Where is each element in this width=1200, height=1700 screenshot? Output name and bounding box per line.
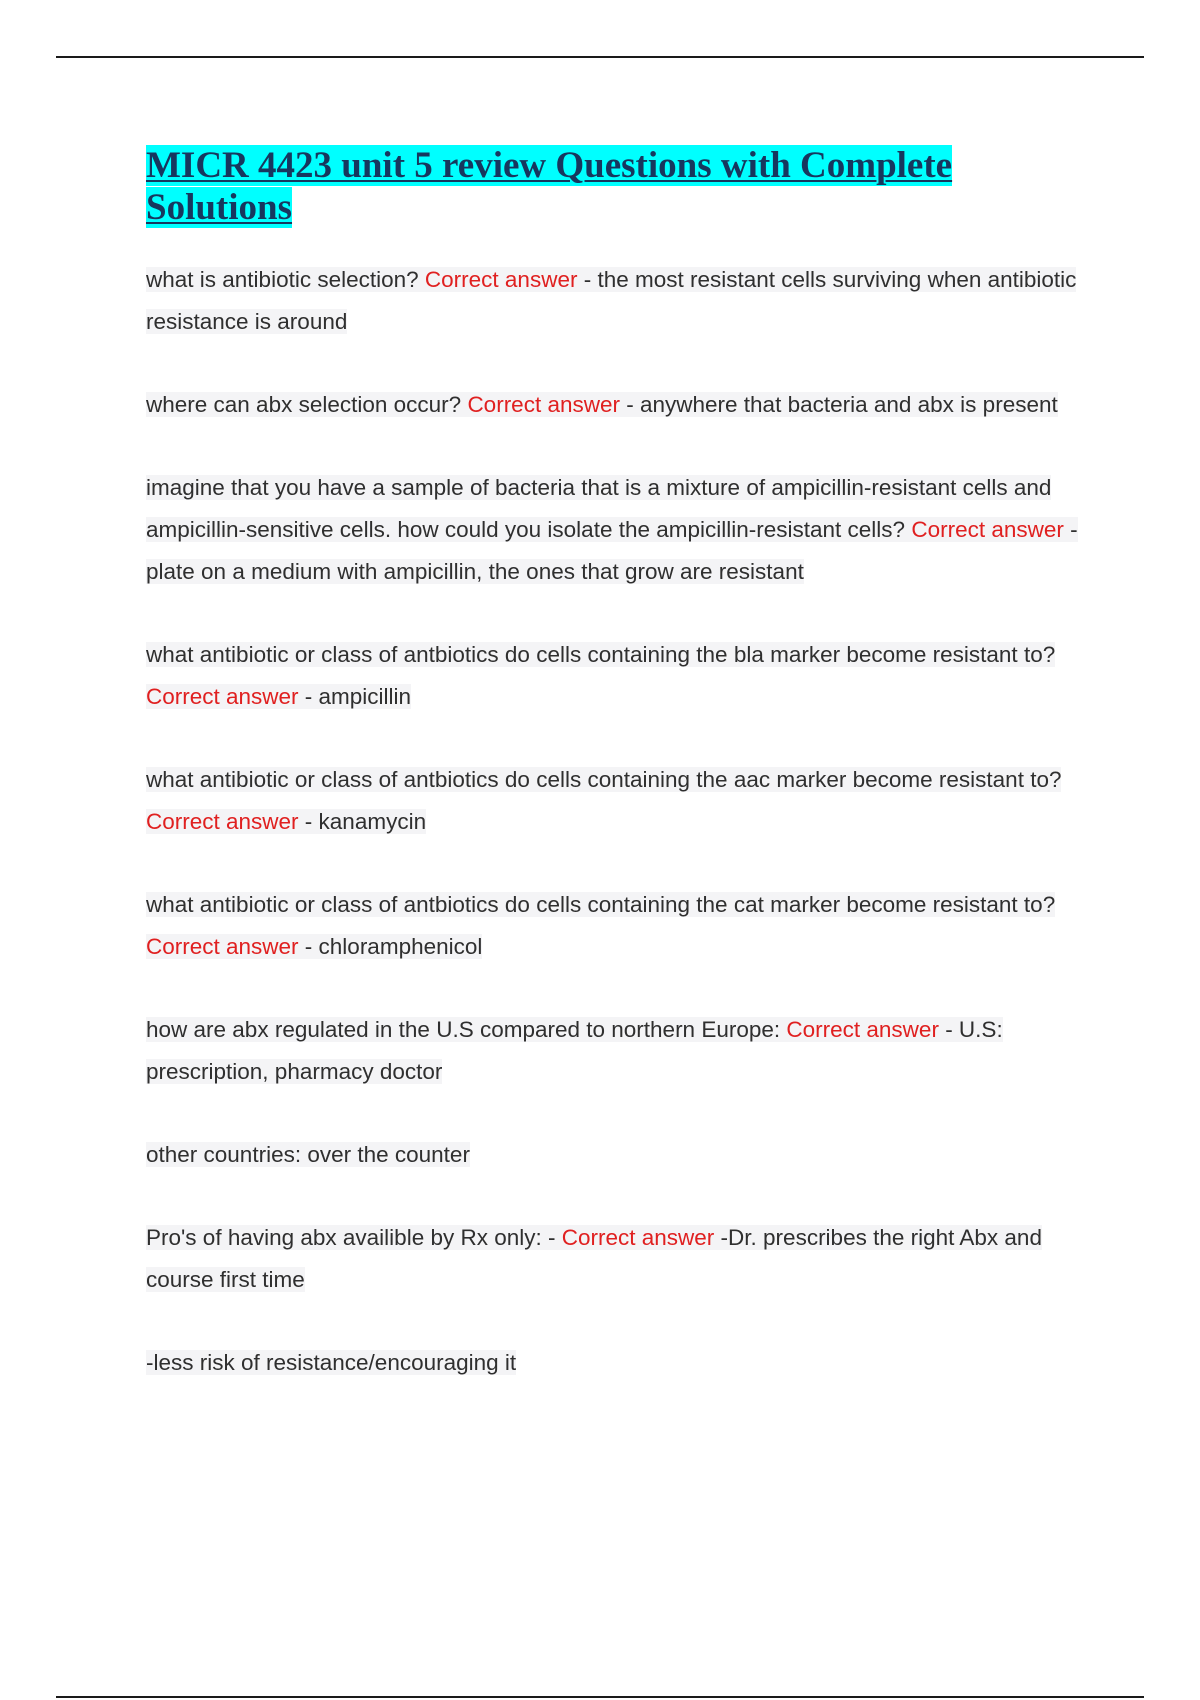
answer-text: - U.S: prescription, pharmacy doctor xyxy=(146,1017,1003,1084)
answer-text: - plate on a medium with ampicillin, the ones that grow are resistant xyxy=(146,517,1078,584)
correct-answer-label: Correct answer xyxy=(146,809,299,834)
question-text: what is antibiotic selection? xyxy=(146,267,425,292)
qa-entry-2 xyxy=(146,384,1086,426)
qa-entry-9 xyxy=(146,1217,1086,1301)
qa-entry-5 xyxy=(146,759,1086,843)
question-text: Pro's of having abx availible by Rx only: - xyxy=(146,1225,562,1250)
plain-text: other countries: over the counter xyxy=(146,1142,470,1167)
correct-answer-label: Correct answer xyxy=(424,267,578,292)
answer-text: - chloramphenicol xyxy=(298,934,483,959)
correct-answer-label: Correct answer xyxy=(146,684,299,709)
qa-text xyxy=(146,767,1061,834)
top-rule xyxy=(56,56,1144,58)
question-text: how are abx regulated in the U.S compared to northern Europe: xyxy=(146,1017,787,1042)
qa-entry-1 xyxy=(146,259,1086,343)
qa-entry-3 xyxy=(146,467,1086,593)
question-text: what antibiotic or class of antbiotics do cells containing the bla marker become resistant to? xyxy=(146,642,1056,667)
plain-text: -less risk of resistance/encouraging it xyxy=(146,1350,517,1375)
qa-text xyxy=(146,267,1076,334)
correct-answer-label: Correct answer xyxy=(786,1017,939,1042)
correct-answer-label: Correct answer xyxy=(467,392,620,417)
bottom-rule xyxy=(56,1696,1144,1698)
qa-text xyxy=(146,892,1055,959)
answer-text: - ampicillin xyxy=(298,684,412,709)
question-text: where can abx selection occur? xyxy=(146,392,468,417)
qa-text xyxy=(146,392,1058,417)
qa-entry-10 xyxy=(146,1342,1086,1384)
answer-text: - anywhere that bacteria and abx is present xyxy=(619,392,1058,417)
answer-text: - kanamycin xyxy=(298,809,427,834)
correct-answer-label: Correct answer xyxy=(561,1225,715,1250)
correct-answer-label: Correct answer xyxy=(146,934,299,959)
document-body xyxy=(146,145,1086,1425)
qa-entry-8 xyxy=(146,1134,1086,1176)
answer-text: -Dr. prescribes the right Abx and course first time xyxy=(146,1225,1042,1292)
question-text: what antibiotic or class of antbiotics do cells containing the cat marker become resistant to? xyxy=(146,892,1056,917)
question-text: what antibiotic or class of antbiotics do cells containing the aac marker become resistant to? xyxy=(146,767,1062,792)
qa-text xyxy=(146,475,1078,584)
qa-text xyxy=(146,1017,1003,1084)
answer-text: - the most resistant cells surviving when antibiotic resistance is around xyxy=(146,267,1077,334)
qa-entry-4 xyxy=(146,634,1086,718)
qa-text xyxy=(146,1225,1042,1292)
correct-answer-label: Correct answer xyxy=(911,517,1064,542)
qa-text xyxy=(146,642,1055,709)
document-title xyxy=(146,145,1086,229)
qa-entry-6 xyxy=(146,884,1086,968)
document-title-text: MICR 4423 unit 5 review Questions with Complete Solutions xyxy=(146,145,953,228)
question-text: imagine that you have a sample of bacteria that is a mixture of ampicillin-resistant cells and ampicillin-sensitive cells. how could you isolate the ampicillin-resistant cells? xyxy=(146,475,1052,542)
qa-entry-7 xyxy=(146,1009,1086,1093)
